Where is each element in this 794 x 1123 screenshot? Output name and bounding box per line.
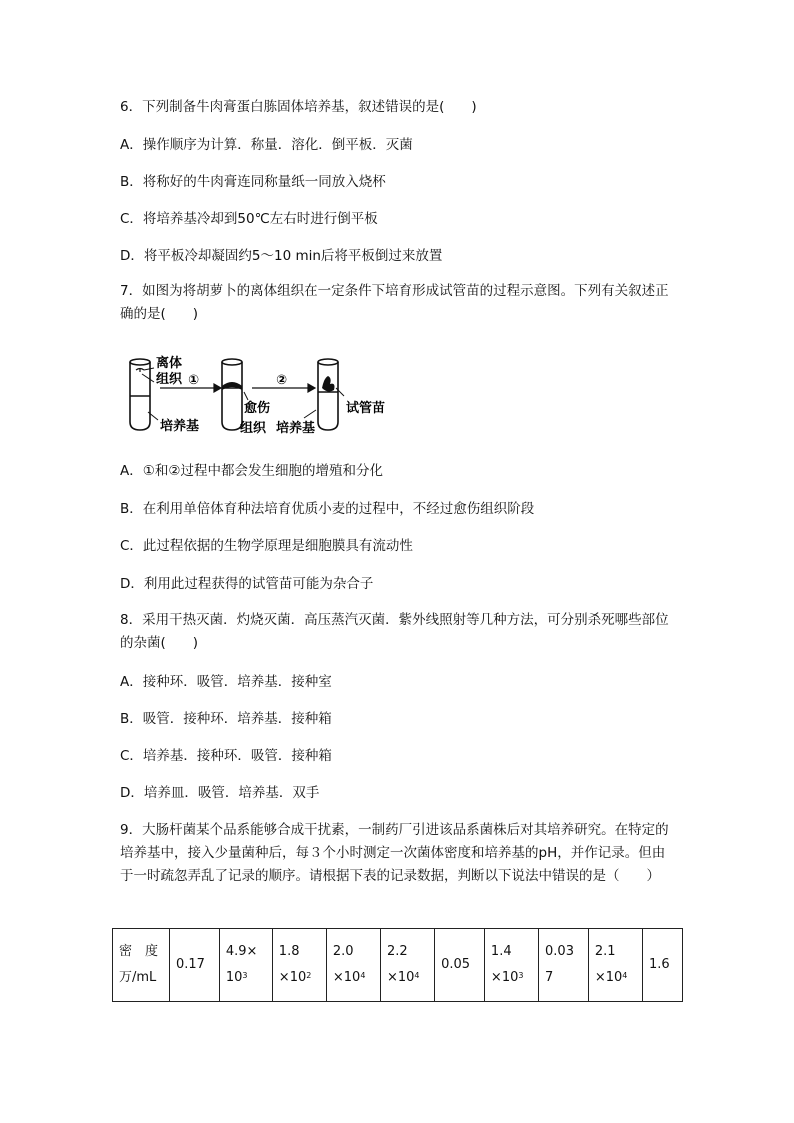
q6-stem: 6．下列制备牛肉膏蛋白胨固体培养基，叙述错误的是( )	[120, 99, 477, 115]
q7-option-c: C．此过程依据的生物学原理是细胞膜具有流动性	[120, 538, 413, 554]
cell-value: 1.6	[648, 957, 670, 972]
table-cell	[588, 929, 642, 1002]
q6-option-c: C．将培养基冷却到50℃左右时进行倒平板	[120, 211, 378, 227]
cell-value: 1.8	[278, 944, 300, 959]
table-cell	[272, 929, 326, 1002]
q7-option-a: A．①和②过程中都会发生细胞的增殖和分化	[120, 463, 383, 479]
q6-option-b: B．将称好的牛肉膏连同称量纸一同放入烧杯	[120, 174, 386, 190]
density-table	[112, 928, 683, 1002]
label-step-2: ②	[276, 373, 288, 388]
table-cell	[326, 929, 380, 1002]
test-tube-3	[318, 359, 338, 430]
label-step-1: ①	[188, 373, 200, 388]
q8-option-b: B．吸管．接种环．培养基．接种箱	[120, 711, 332, 727]
cell-value: 0.17	[176, 957, 205, 972]
table-cell	[170, 929, 220, 1002]
label-medium-1: 培养基	[160, 419, 200, 434]
cell-value: 0.05	[441, 957, 471, 972]
table-cell	[539, 929, 589, 1002]
table-cell	[642, 929, 682, 1002]
label-plantlet: 试管苗	[346, 401, 386, 416]
table-header-cell	[113, 929, 170, 1002]
q7-stem: 7．如图为将胡萝卜的离体组织在一定条件下培育形成试管苗的过程示意图。下列有关叙述正确的是( )	[120, 283, 669, 322]
cell-value: 2.0	[332, 944, 354, 959]
table-cell	[380, 929, 434, 1002]
cell-exponent: 3	[242, 971, 248, 980]
q8-stem: 8．采用干热灭菌．灼烧灭菌．高压蒸汽灭菌．紫外线照射等几种方法，可分别杀死哪些部位的杂菌( )	[120, 612, 669, 651]
label-explant-2: 组织	[156, 372, 183, 387]
cell-value: ×10	[490, 970, 519, 985]
table-cell	[484, 929, 538, 1002]
cell-value: 0.03	[545, 944, 574, 959]
cell-value: ×10	[278, 970, 307, 985]
cell-exponent: 3	[518, 971, 524, 980]
q6-option-a: A．操作顺序为计算．称量．溶化．倒平板．灭菌	[120, 137, 413, 153]
tissue-culture-figure	[118, 348, 408, 438]
q8-option-a: A．接种环．吸管．培养基．接种室	[120, 674, 332, 690]
plantlet	[322, 376, 335, 392]
cell-value: 2.2	[386, 944, 408, 959]
header-density: 密 度	[119, 944, 159, 959]
table-cell	[219, 929, 272, 1002]
cell-exponent: 4	[622, 971, 628, 980]
q7-option-d: D．利用此过程获得的试管苗可能为杂合子	[120, 576, 374, 592]
cell-value: 4.9×	[225, 944, 258, 959]
q7-option-b: B．在利用单倍体育种法培育优质小麦的过程中，不经过愈伤组织阶段	[120, 501, 535, 517]
table-cell	[435, 929, 485, 1002]
label-explant-1: 离体	[156, 356, 183, 371]
table-row	[113, 929, 683, 1002]
label-callus-1: 愈伤	[244, 401, 271, 416]
q8-option-d: D．培养皿．吸管．培养基．双手	[120, 785, 320, 801]
label-callus-2: 组织	[240, 421, 267, 436]
test-tube-2	[222, 359, 242, 430]
cell-value: 2.1	[594, 944, 616, 959]
q9-stem: 9．大肠杆菌某个品系能够合成干扰素，一制药厂引进该品系菌株后对其培养研究。在特定的培养基中，接入少量菌种后，每３个小时测定一次菌体密度和培养基的pH，并作记录。但由于一时疏忽弄乱了记录的顺序。请根据下表的记录数据，判断以下说法中错误的是（ ）	[120, 822, 669, 884]
cell-value: ×10	[594, 970, 623, 985]
cell-value: 7	[545, 970, 554, 985]
cell-value: 10	[225, 970, 243, 985]
cell-value: ×10	[386, 970, 415, 985]
header-unit: 万/mL	[119, 970, 157, 985]
q8-option-c: C．培养基．接种环．吸管．接种箱	[120, 748, 332, 764]
cell-value: 1.4	[490, 944, 512, 959]
cell-value: ×10	[332, 970, 361, 985]
label-medium-2: 培养基	[276, 421, 316, 436]
q6-option-d: D．将平板冷却凝固约5～10 min后将平板倒过来放置	[120, 248, 443, 264]
cell-exponent: 4	[360, 971, 366, 980]
cell-exponent: 4	[414, 971, 420, 980]
cell-exponent: 2	[306, 971, 312, 980]
